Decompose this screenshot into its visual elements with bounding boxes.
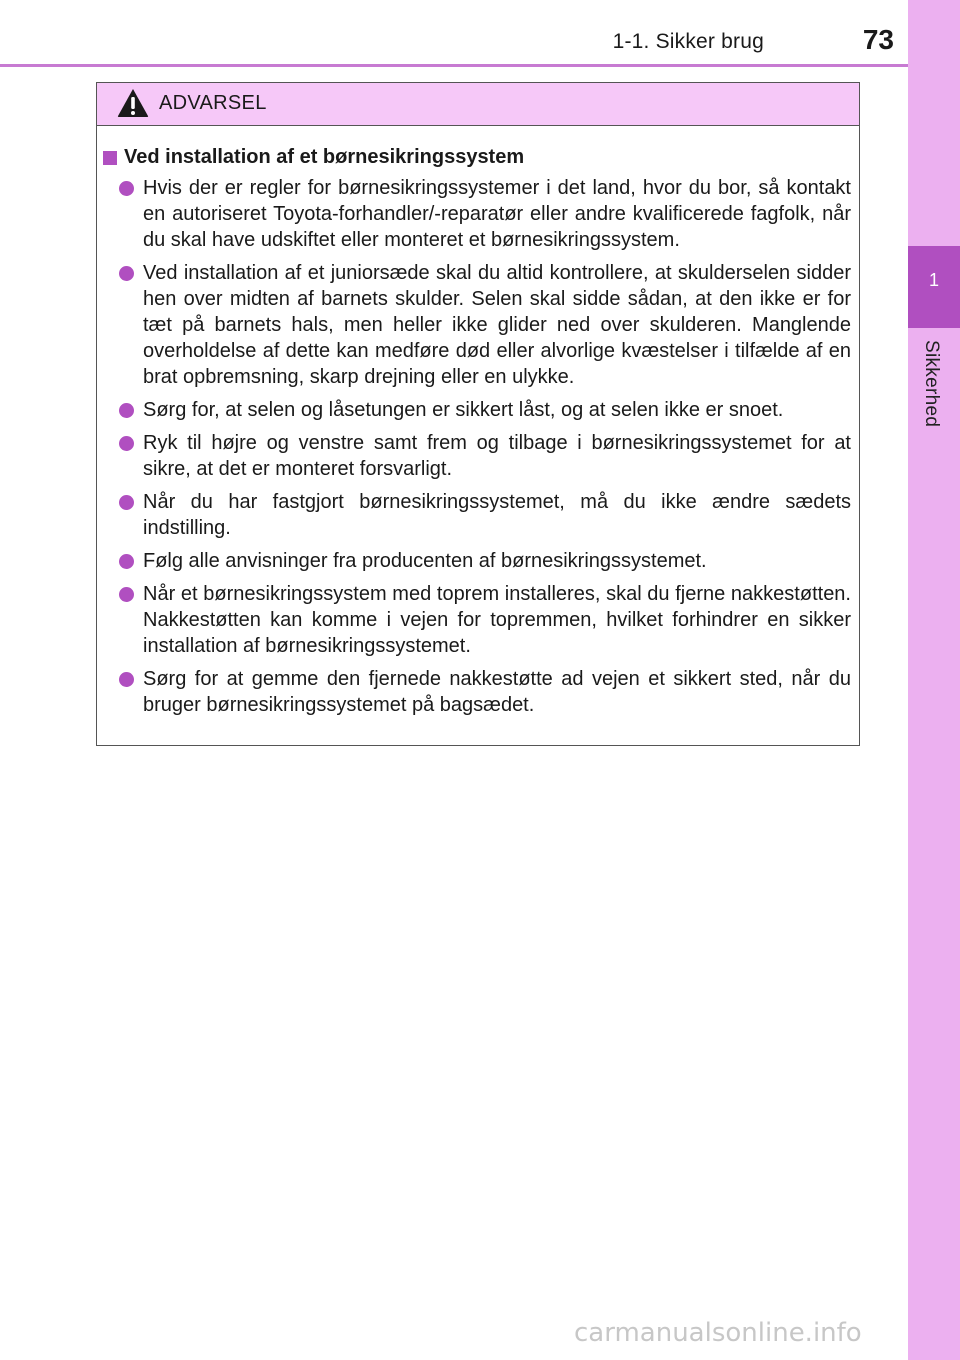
bullet-dot-icon bbox=[119, 554, 134, 569]
section-title: 1-1. Sikker brug bbox=[612, 30, 764, 53]
bullet-dot-icon bbox=[119, 436, 134, 451]
list-item-text: Når et børnesikringssystem med toprem installeres, skal du fjerne nakkestøtten. Nakkestøtten kan komme i vejen for topremmen, hvilket forhindrer en sikker installation af børnesikringssystemet. bbox=[143, 583, 851, 657]
list-item-text: Ryk til højre og venstre samt frem og tilbage i børnesikringssystemet for at sikre, at det er monteret forsvarligt. bbox=[143, 432, 851, 480]
warning-triangle-icon bbox=[117, 88, 149, 118]
bullet-dot-icon bbox=[119, 266, 134, 281]
list-item-text: Når du har fastgjort børnesikringssystemet, må du ikke ændre sædets indstilling. bbox=[143, 491, 851, 539]
list-item bbox=[103, 397, 851, 423]
list-item bbox=[103, 260, 851, 390]
list-item-text: Sørg for at gemme den fjernede nakkestøtte ad vejen et sikkert sted, når du bruger børnesikringssystemet på bagsædet. bbox=[143, 668, 851, 716]
watermark: carmanualsonline.info bbox=[574, 1318, 862, 1348]
warning-heading-text: Ved installation af et børnesikringssystem bbox=[124, 146, 525, 168]
warning-list bbox=[103, 175, 851, 718]
list-item bbox=[103, 581, 851, 659]
bullet-dot-icon bbox=[119, 672, 134, 687]
list-item-text: Hvis der er regler for børnesikringssystemer i det land, hvor du bor, så kontakt en autoriseret Toyota-forhandler/-reparatør eller andre kvalificerede fagfolk, når du skal have udskiftet eller monteret et børnesikringssystem. bbox=[143, 177, 851, 251]
bullet-dot-icon bbox=[119, 403, 134, 418]
chapter-label: Sikkerhed bbox=[921, 340, 942, 428]
bullet-dot-icon bbox=[119, 587, 134, 602]
list-item bbox=[103, 430, 851, 482]
square-bullet-icon bbox=[103, 151, 117, 165]
chapter-side-tab bbox=[908, 0, 960, 1360]
bullet-dot-icon bbox=[119, 181, 134, 196]
list-item bbox=[103, 666, 851, 718]
list-item bbox=[103, 548, 851, 574]
list-item-text: Følg alle anvisninger fra producenten af børnesikringssystemet. bbox=[143, 550, 707, 572]
warning-header bbox=[97, 83, 859, 126]
warning-heading bbox=[103, 146, 851, 169]
list-item bbox=[103, 489, 851, 541]
warning-label: ADVARSEL bbox=[159, 92, 267, 114]
bullet-dot-icon bbox=[119, 495, 134, 510]
list-item bbox=[103, 175, 851, 253]
warning-box bbox=[96, 82, 860, 746]
header-rule bbox=[0, 64, 908, 67]
warning-body bbox=[97, 126, 859, 718]
list-item-text: Ved installation af et juniorsæde skal du altid kontrollere, at skulderselen sidder hen over midten af barnets skulder. Selen skal sidde sådan, at den ikke er for tæt på barnets hals, men heller ikke glider ned over skulderen. Manglende overholdelse af dette kan medføre død eller alvorlige kvæstelser i tilfælde af en brat opbremsning, skarp drejning eller en ulykke. bbox=[143, 262, 851, 388]
list-item-text: Sørg for, at selen og låsetungen er sikkert låst, og at selen ikke er snoet. bbox=[143, 399, 784, 421]
chapter-number: 1 bbox=[928, 270, 939, 290]
page-number: 73 bbox=[862, 24, 894, 55]
